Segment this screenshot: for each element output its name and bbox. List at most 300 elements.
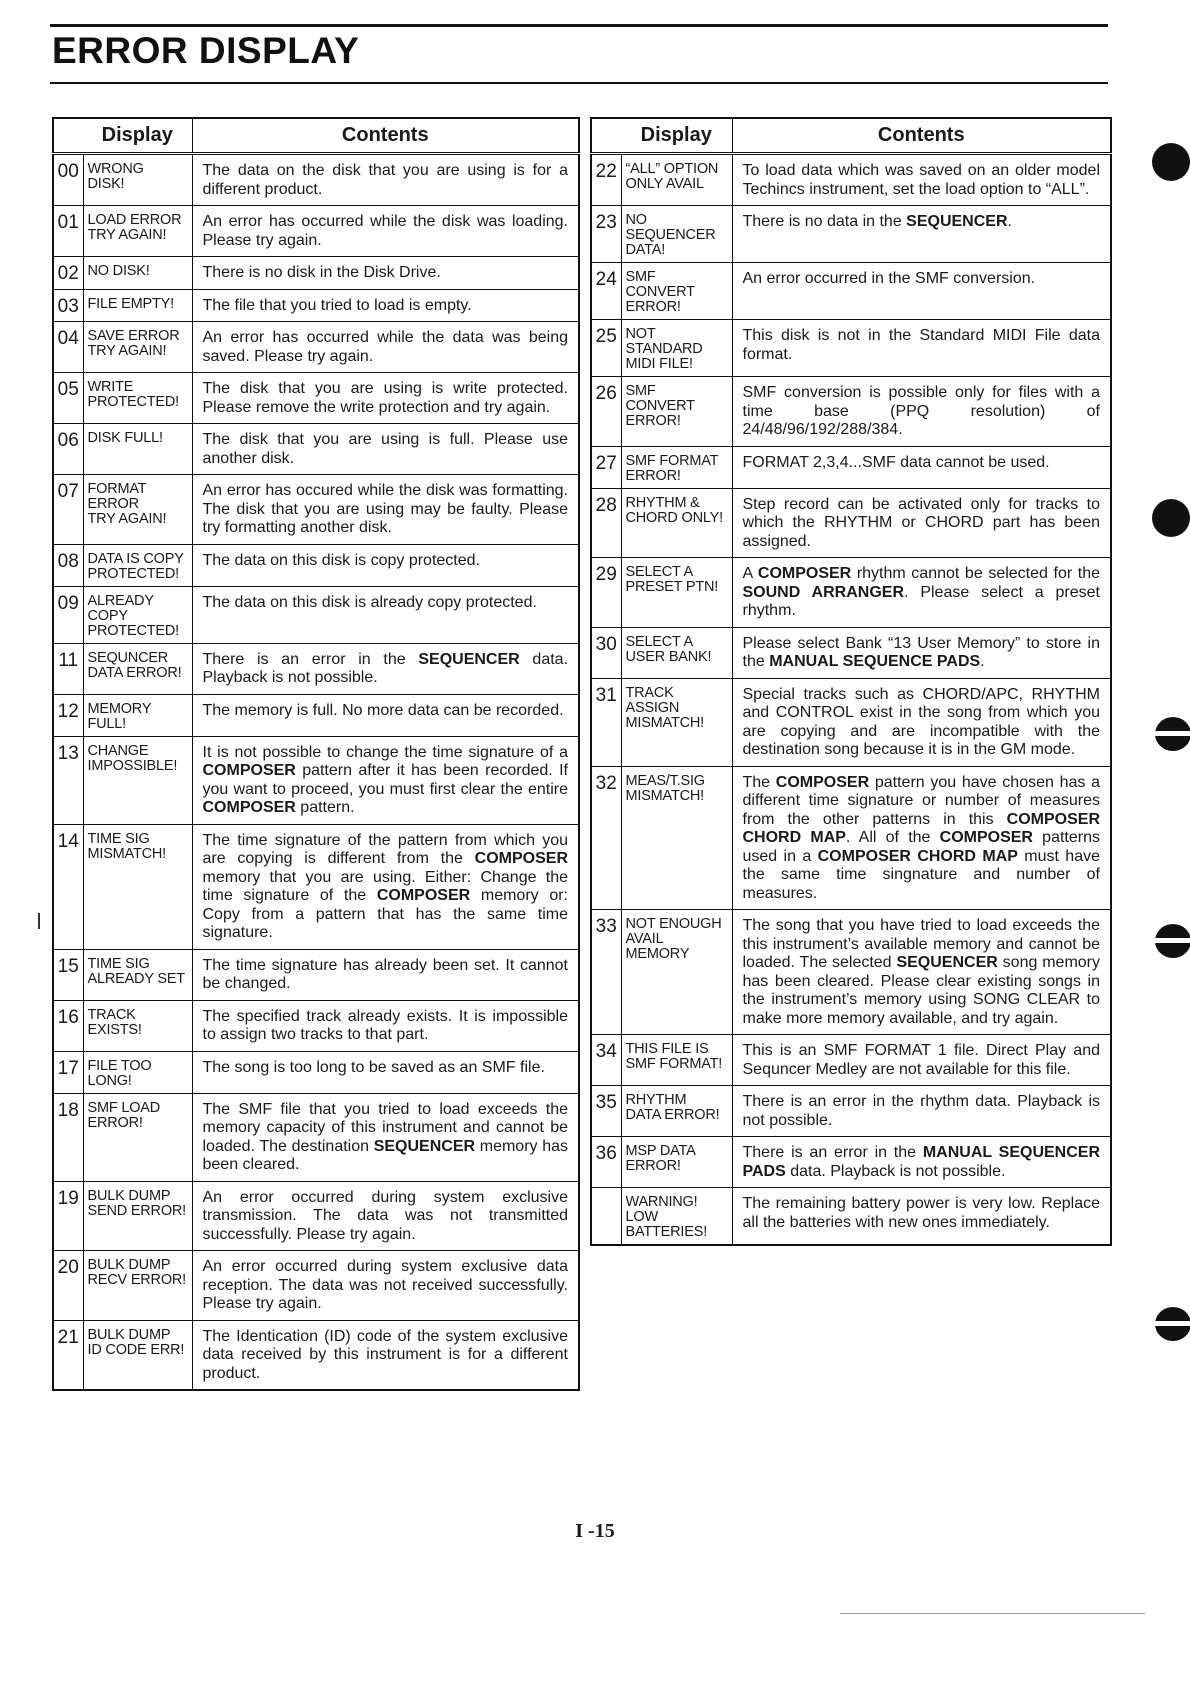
- error-row: [53, 736, 579, 824]
- error-display-text: [621, 558, 732, 628]
- error-display-text: [83, 1051, 192, 1093]
- error-description: [192, 1251, 579, 1321]
- description-text: This disk is not in the Standard MIDI File data format.: [742, 327, 1100, 363]
- description-emphasis: SEQUENCER: [373, 1137, 476, 1155]
- display-line: ERROR!: [87, 1114, 143, 1131]
- description-emphasis: SOUND ARRANGER: [742, 583, 904, 601]
- display-line: MSP DATA: [625, 1143, 696, 1159]
- display-line: SMF FORMAT: [625, 452, 719, 469]
- display-column-header: Display: [83, 118, 192, 154]
- display-line: BULK DUMP: [87, 1187, 171, 1204]
- description-text: data. Playback is not possible.: [785, 1162, 1006, 1180]
- description-emphasis: MANUAL SEQUENCER PADS: [742, 1144, 1101, 1180]
- display-line: NO: [625, 212, 647, 228]
- error-description: [192, 1320, 579, 1390]
- display-line: FULL!: [87, 715, 126, 732]
- error-description: [192, 1051, 579, 1093]
- display-line: FILE TOO: [87, 1057, 152, 1074]
- display-line: FILE EMPTY!: [87, 295, 174, 312]
- error-display-text: [621, 1035, 732, 1086]
- display-line: PROTECTED!: [87, 394, 179, 410]
- display-line: ERROR!: [625, 413, 681, 429]
- binder-hole-mark: [1155, 717, 1190, 751]
- error-display-text: [621, 910, 732, 1035]
- error-code: 02: [53, 257, 83, 290]
- error-display-text: [621, 488, 732, 558]
- error-code: 05: [53, 373, 83, 424]
- description-text: The SMF file that you tried to load exceeds the memory capacity of this instrument and cannot be loaded. The destination: [202, 1100, 568, 1155]
- error-display-text: [83, 586, 192, 643]
- error-row: [591, 1137, 1111, 1188]
- description-text: .: [1007, 213, 1012, 230]
- error-row: [591, 766, 1111, 910]
- error-code: 30: [591, 627, 621, 678]
- error-display-text: [83, 322, 192, 373]
- error-row: [53, 824, 579, 949]
- error-description: [192, 824, 579, 949]
- error-row: [53, 1251, 579, 1321]
- error-row: [53, 1320, 579, 1390]
- display-line: BULK DUMP: [87, 1257, 171, 1273]
- description-text: There is an error in the rhythm data. Playback is not possible.: [742, 1093, 1100, 1129]
- error-row: [53, 475, 579, 545]
- page-title: ERROR DISPLAY: [52, 30, 360, 71]
- error-row: [53, 544, 579, 586]
- display-line: RHYTHM &: [625, 494, 700, 511]
- display-line: DATA!: [625, 242, 666, 258]
- error-row: [53, 257, 579, 290]
- display-line: MISMATCH!: [87, 845, 166, 862]
- display-line: TRACK: [625, 684, 674, 701]
- display-line: TIME SIG: [87, 830, 150, 847]
- description-text: There is an error in the: [742, 1144, 923, 1161]
- description-text: There is an error in the: [202, 650, 419, 668]
- error-display-text: [83, 1181, 192, 1251]
- description-text: The time signature has already been set. It cannot be changed.: [202, 956, 568, 992]
- error-display-text: [83, 154, 192, 206]
- error-display-text: [83, 1251, 192, 1321]
- error-row: [591, 446, 1111, 488]
- display-line: TRACK: [87, 1006, 136, 1023]
- error-row: [53, 154, 579, 206]
- display-line: MEAS/T.SIG: [625, 772, 705, 789]
- error-description: [732, 1188, 1111, 1246]
- error-code: 21: [53, 1320, 83, 1390]
- error-code: 36: [591, 1137, 621, 1188]
- display-line: STANDARD: [625, 341, 703, 357]
- description-text: The file that you tried to load is empty.: [202, 296, 472, 314]
- description-text: rhythm cannot be selected for the: [851, 565, 1101, 582]
- error-display-text: [621, 206, 732, 263]
- display-line: SEND ERROR!: [87, 1202, 187, 1219]
- binder-hole-mark: [1155, 1307, 1190, 1341]
- error-row: [591, 558, 1111, 628]
- description-text: The time signature of the pattern from which you are copying is different from the: [202, 831, 568, 867]
- error-description: [192, 1181, 579, 1251]
- error-code: 00: [53, 154, 83, 206]
- display-line: TRY AGAIN!: [87, 227, 167, 243]
- error-code: 12: [53, 694, 83, 736]
- error-code: 17: [53, 1051, 83, 1093]
- display-line: DATA ERROR!: [625, 1107, 720, 1123]
- description-emphasis: COMPOSER CHORD MAP: [817, 847, 1018, 865]
- error-description: [732, 488, 1111, 558]
- error-code: 09: [53, 586, 83, 643]
- display-line: SMF: [625, 383, 656, 399]
- description-emphasis: COMPOSER: [775, 773, 870, 791]
- error-description: [192, 257, 579, 290]
- display-line: THIS FILE IS: [625, 1041, 709, 1057]
- error-row: [591, 1188, 1111, 1246]
- error-display-text: [83, 736, 192, 824]
- error-description: [732, 910, 1111, 1035]
- display-line: RECV ERROR!: [87, 1272, 187, 1288]
- error-display-text: [83, 643, 192, 694]
- display-line: MISMATCH!: [625, 714, 704, 731]
- title-rule: [50, 82, 1108, 84]
- display-line: CONVERT: [625, 398, 695, 414]
- error-row: [591, 263, 1111, 320]
- error-display-text: [621, 263, 732, 320]
- error-display-text: [621, 446, 732, 488]
- display-line: TRY AGAIN!: [87, 343, 167, 359]
- display-line: SMF FORMAT!: [625, 1056, 723, 1072]
- display-line: SMF LOAD: [87, 1099, 161, 1116]
- error-row: [53, 1093, 579, 1181]
- description-text: The song is too long to be saved as an SMF file.: [202, 1058, 545, 1076]
- error-row: [53, 643, 579, 694]
- error-display-text: [83, 1000, 192, 1051]
- display-line: ASSIGN: [625, 699, 680, 716]
- error-description: [732, 446, 1111, 488]
- display-line: SEQUENCER: [625, 227, 716, 243]
- error-display-text: [83, 949, 192, 1000]
- description-text: This is an SMF FORMAT 1 file. Direct Play and Sequncer Medley are not available for this file.: [742, 1042, 1100, 1078]
- binder-hole-mark: [1152, 499, 1190, 537]
- display-line: SMF: [625, 269, 656, 285]
- error-description: [732, 1137, 1111, 1188]
- error-display-text: [83, 824, 192, 949]
- display-line: MEMORY: [87, 700, 152, 717]
- error-row: [591, 1086, 1111, 1137]
- description-text: The data on this disk is copy protected.: [202, 551, 480, 569]
- description-text: The memory is full. No more data can be recorded.: [202, 701, 564, 719]
- error-description: [732, 206, 1111, 263]
- display-line: SAVE ERROR: [87, 328, 180, 344]
- error-description: [192, 1093, 579, 1181]
- error-display-text: [83, 544, 192, 586]
- display-line: EXISTS!: [87, 1021, 142, 1038]
- error-display-text: [621, 766, 732, 910]
- description-emphasis: COMPOSER: [474, 850, 568, 867]
- description-emphasis: COMPOSER: [376, 887, 471, 904]
- contents-column-header: Contents: [192, 118, 579, 154]
- error-description: [192, 694, 579, 736]
- display-line: WRONG: [87, 161, 144, 177]
- error-row: [53, 206, 579, 257]
- error-row: [53, 373, 579, 424]
- error-description: [192, 949, 579, 1000]
- error-display-text: [621, 1137, 732, 1188]
- error-row: [591, 678, 1111, 766]
- display-line: ALREADY: [87, 592, 154, 609]
- description-emphasis: COMPOSER CHORD MAP: [742, 810, 1100, 846]
- error-display-text: [621, 1086, 732, 1137]
- description-text: Please select Bank “13 User Memory” to store in the: [742, 634, 1100, 670]
- display-line: BULK DUMP: [87, 1326, 171, 1343]
- error-code: 20: [53, 1251, 83, 1321]
- description-text: memory that you are using. Either: Change the time signature of the: [202, 868, 568, 904]
- description-text: .: [980, 653, 985, 670]
- display-line: USER BANK!: [625, 648, 712, 665]
- description-text: An error has occured while the disk was formatting. The disk that you are using may be faulty. Please try formatting another disk.: [202, 482, 568, 536]
- error-description: [732, 154, 1111, 206]
- display-line: ERROR!: [625, 1158, 681, 1174]
- description-text: To load data which was saved on an older model Techincs instrument, set the load option to “ALL”.: [742, 162, 1100, 198]
- display-line: LOAD ERROR: [87, 212, 182, 228]
- display-column-header: Display: [621, 118, 732, 154]
- description-text: The disk that you are using is full. Please use another disk.: [202, 431, 568, 467]
- display-line: AVAIL: [625, 931, 664, 947]
- description-text: memory has been cleared.: [202, 1137, 568, 1173]
- display-line: COPY: [87, 607, 128, 624]
- description-text: The remaining battery power is very low. Replace all the batteries with new ones immediately.: [742, 1195, 1100, 1231]
- error-display-text: [83, 289, 192, 322]
- error-row: [53, 424, 579, 475]
- display-line: ERROR!: [625, 467, 681, 484]
- error-code: 29: [591, 558, 621, 628]
- display-line: ONLY AVAIL: [625, 176, 704, 192]
- error-row: [53, 586, 579, 643]
- description-text: The song that you have tried to load exceeds the this instrument’s available memory and cannot be loaded. The selected: [742, 917, 1100, 971]
- error-display-text: [621, 320, 732, 377]
- error-code: 08: [53, 544, 83, 586]
- display-line: LONG!: [87, 1072, 132, 1089]
- description-text: An error occurred during system exclusive data reception. The data was not received successfully. Please try again.: [202, 1258, 568, 1312]
- error-display-text: [83, 1320, 192, 1390]
- error-code: 23: [591, 206, 621, 263]
- error-code: 18: [53, 1093, 83, 1181]
- error-description: [732, 558, 1111, 628]
- description-text: It is not possible to change the time signature of a: [202, 743, 568, 761]
- error-code: [591, 1188, 621, 1246]
- display-line: DISK FULL!: [87, 430, 163, 446]
- error-description: [192, 322, 579, 373]
- error-code: 32: [591, 766, 621, 910]
- error-description: [732, 1035, 1111, 1086]
- error-code: 31: [591, 678, 621, 766]
- contents-column-header: Contents: [732, 118, 1111, 154]
- error-row: [53, 949, 579, 1000]
- display-line: NOT: [625, 326, 656, 342]
- error-code: 13: [53, 736, 83, 824]
- error-description: [192, 206, 579, 257]
- error-display-text: [83, 475, 192, 545]
- display-line: ERROR: [87, 496, 139, 512]
- display-line: PRESET PTN!: [625, 579, 719, 595]
- error-display-text: [83, 1093, 192, 1181]
- display-line: MIDI FILE!: [625, 356, 693, 372]
- error-code: 16: [53, 1000, 83, 1051]
- display-line: TIME SIG: [87, 955, 150, 972]
- display-line: SEQUNCER: [87, 649, 169, 666]
- error-code: 04: [53, 322, 83, 373]
- error-row: [53, 1181, 579, 1251]
- error-row: [591, 206, 1111, 263]
- description-text: The: [742, 773, 776, 791]
- display-line: TRY AGAIN!: [87, 511, 167, 527]
- display-line: ALREADY SET: [87, 970, 185, 987]
- error-display-text: [621, 1188, 732, 1246]
- error-display-text: [83, 694, 192, 736]
- error-description: [732, 320, 1111, 377]
- error-description: [192, 736, 579, 824]
- display-line: “ALL” OPTION: [625, 161, 719, 177]
- display-line: FORMAT: [87, 481, 147, 497]
- error-display-text: [83, 257, 192, 290]
- error-display-text: [621, 377, 732, 447]
- error-row: [591, 154, 1111, 206]
- description-text: . Please select a preset rhythm.: [742, 583, 1100, 619]
- description-text: Special tracks such as CHORD/APC, RHYTHM and CONTROL exist in the song from which you are copying and are incompatible with the destination song because it is in the GM mode.: [742, 685, 1100, 758]
- error-description: [192, 475, 579, 545]
- error-code: 15: [53, 949, 83, 1000]
- display-line: LOW: [625, 1209, 658, 1225]
- display-line: RHYTHM: [625, 1092, 687, 1108]
- display-line: WRITE: [87, 379, 134, 395]
- binder-hole-mark: [1155, 924, 1190, 958]
- error-description: [192, 289, 579, 322]
- description-text: There is no data in the: [742, 213, 907, 230]
- error-table-right: [590, 117, 1112, 1246]
- display-line: DISK!: [87, 176, 125, 192]
- error-display-text: [83, 206, 192, 257]
- table-header-row: [53, 118, 579, 154]
- error-description: [732, 1086, 1111, 1137]
- description-text: memory or: Copy from a pattern that has the same time signature.: [202, 887, 568, 941]
- error-display-text: [83, 424, 192, 475]
- error-code: 11: [53, 643, 83, 694]
- display-line: CHANGE: [87, 742, 149, 759]
- error-row: [53, 322, 579, 373]
- display-line: CHORD ONLY!: [625, 509, 723, 526]
- error-row: [53, 1051, 579, 1093]
- display-line: PROTECTED!: [87, 565, 179, 582]
- error-table-right-body: [591, 154, 1111, 1246]
- display-line: ID CODE ERR!: [87, 1341, 185, 1358]
- description-text: must have the same time singnature and number of measures.: [742, 847, 1100, 902]
- error-description: [732, 678, 1111, 766]
- description-text: SMF conversion is possible only for files with a time base (PPQ resolution) of 24/48/96/192/288/384.: [742, 384, 1100, 438]
- display-line: CONVERT: [625, 284, 695, 300]
- description-text: pattern you have chosen has a different time signature or number of measures from the other patterns in this: [742, 773, 1101, 828]
- error-description: [732, 377, 1111, 447]
- display-line: MISMATCH!: [625, 787, 704, 804]
- error-description: [192, 586, 579, 643]
- error-description: [192, 1000, 579, 1051]
- description-emphasis: SEQUENCER: [896, 954, 998, 971]
- error-code: 35: [591, 1086, 621, 1137]
- display-line: IMPOSSIBLE!: [87, 757, 178, 774]
- description-emphasis: COMPOSER: [757, 565, 852, 582]
- error-code: 25: [591, 320, 621, 377]
- description-emphasis: COMPOSER: [939, 829, 1033, 846]
- error-description: [192, 373, 579, 424]
- display-line: SELECT A: [625, 633, 693, 650]
- display-line: BATTERIES!: [625, 1224, 708, 1240]
- number-column-header: [53, 118, 83, 154]
- error-description: [192, 544, 579, 586]
- error-row: [591, 627, 1111, 678]
- page-number: I -15: [575, 1520, 615, 1542]
- scan-mark: [38, 913, 40, 929]
- description-emphasis: MANUAL SEQUENCE PADS: [769, 653, 981, 670]
- error-code: 24: [591, 263, 621, 320]
- error-row: [53, 289, 579, 322]
- error-description: [192, 424, 579, 475]
- description-text: patterns used in a: [742, 829, 1100, 865]
- error-row: [591, 910, 1111, 1035]
- error-display-text: [621, 678, 732, 766]
- error-description: [732, 263, 1111, 320]
- error-code: 19: [53, 1181, 83, 1251]
- description-text: song memory has been cleared. Please clear existing songs in the instrument’s memory using SONG CLEAR to make more memory available, and try again.: [742, 954, 1101, 1027]
- error-code: 07: [53, 475, 83, 545]
- description-text: A: [742, 565, 758, 582]
- description-text: pattern after it has been recorded. If you want to proceed, you must first clear the entire: [202, 762, 568, 798]
- error-row: [591, 1035, 1111, 1086]
- error-description: [732, 766, 1111, 910]
- description-text: The disk that you are using is write protected. Please remove the write protection and try again.: [202, 380, 568, 416]
- description-text: Step record can be activated only for tracks to which the RHYTHM or CHORD part has been assigned.: [742, 495, 1100, 550]
- description-emphasis: SEQUENCER: [906, 213, 1008, 230]
- error-code: 03: [53, 289, 83, 322]
- description-text: The Identication (ID) code of the system exclusive data received by this instrument is for a different product.: [202, 1327, 568, 1382]
- display-line: DATA IS COPY: [87, 550, 184, 567]
- description-text: data. Playback is not possible.: [202, 650, 569, 686]
- error-code: 28: [591, 488, 621, 558]
- description-text: FORMAT 2,3,4...SMF data cannot be used.: [742, 453, 1050, 471]
- footer-rule: [840, 1613, 1145, 1614]
- description-text: An error occurred in the SMF conversion.: [742, 270, 1036, 287]
- table-header-row: [591, 118, 1111, 154]
- description-text: . All of the: [845, 829, 940, 846]
- number-column-header: [591, 118, 621, 154]
- error-code: 14: [53, 824, 83, 949]
- error-row: [591, 377, 1111, 447]
- display-line: ERROR!: [625, 299, 681, 315]
- error-table-left: [52, 117, 580, 1391]
- error-code: 33: [591, 910, 621, 1035]
- error-code: 26: [591, 377, 621, 447]
- description-emphasis: COMPOSER: [202, 799, 296, 816]
- display-line: DATA ERROR!: [87, 664, 182, 681]
- display-line: MEMORY: [625, 946, 690, 962]
- display-line: NO DISK!: [87, 263, 150, 279]
- error-table-left-body: [53, 154, 579, 1391]
- description-text: An error occurred during system exclusive transmission. The data was not transmitted successfully. Please try again.: [202, 1188, 568, 1243]
- description-text: pattern.: [295, 799, 355, 816]
- error-code: 22: [591, 154, 621, 206]
- display-line: WARNING!: [625, 1194, 698, 1210]
- error-code: 06: [53, 424, 83, 475]
- error-display-text: [621, 627, 732, 678]
- display-line: PROTECTED!: [87, 622, 179, 639]
- binder-hole-mark: [1152, 143, 1190, 181]
- description-text: There is no disk in the Disk Drive.: [202, 264, 441, 281]
- description-text: The data on the disk that you are using is for a different product.: [202, 162, 568, 198]
- description-emphasis: COMPOSER: [202, 762, 296, 779]
